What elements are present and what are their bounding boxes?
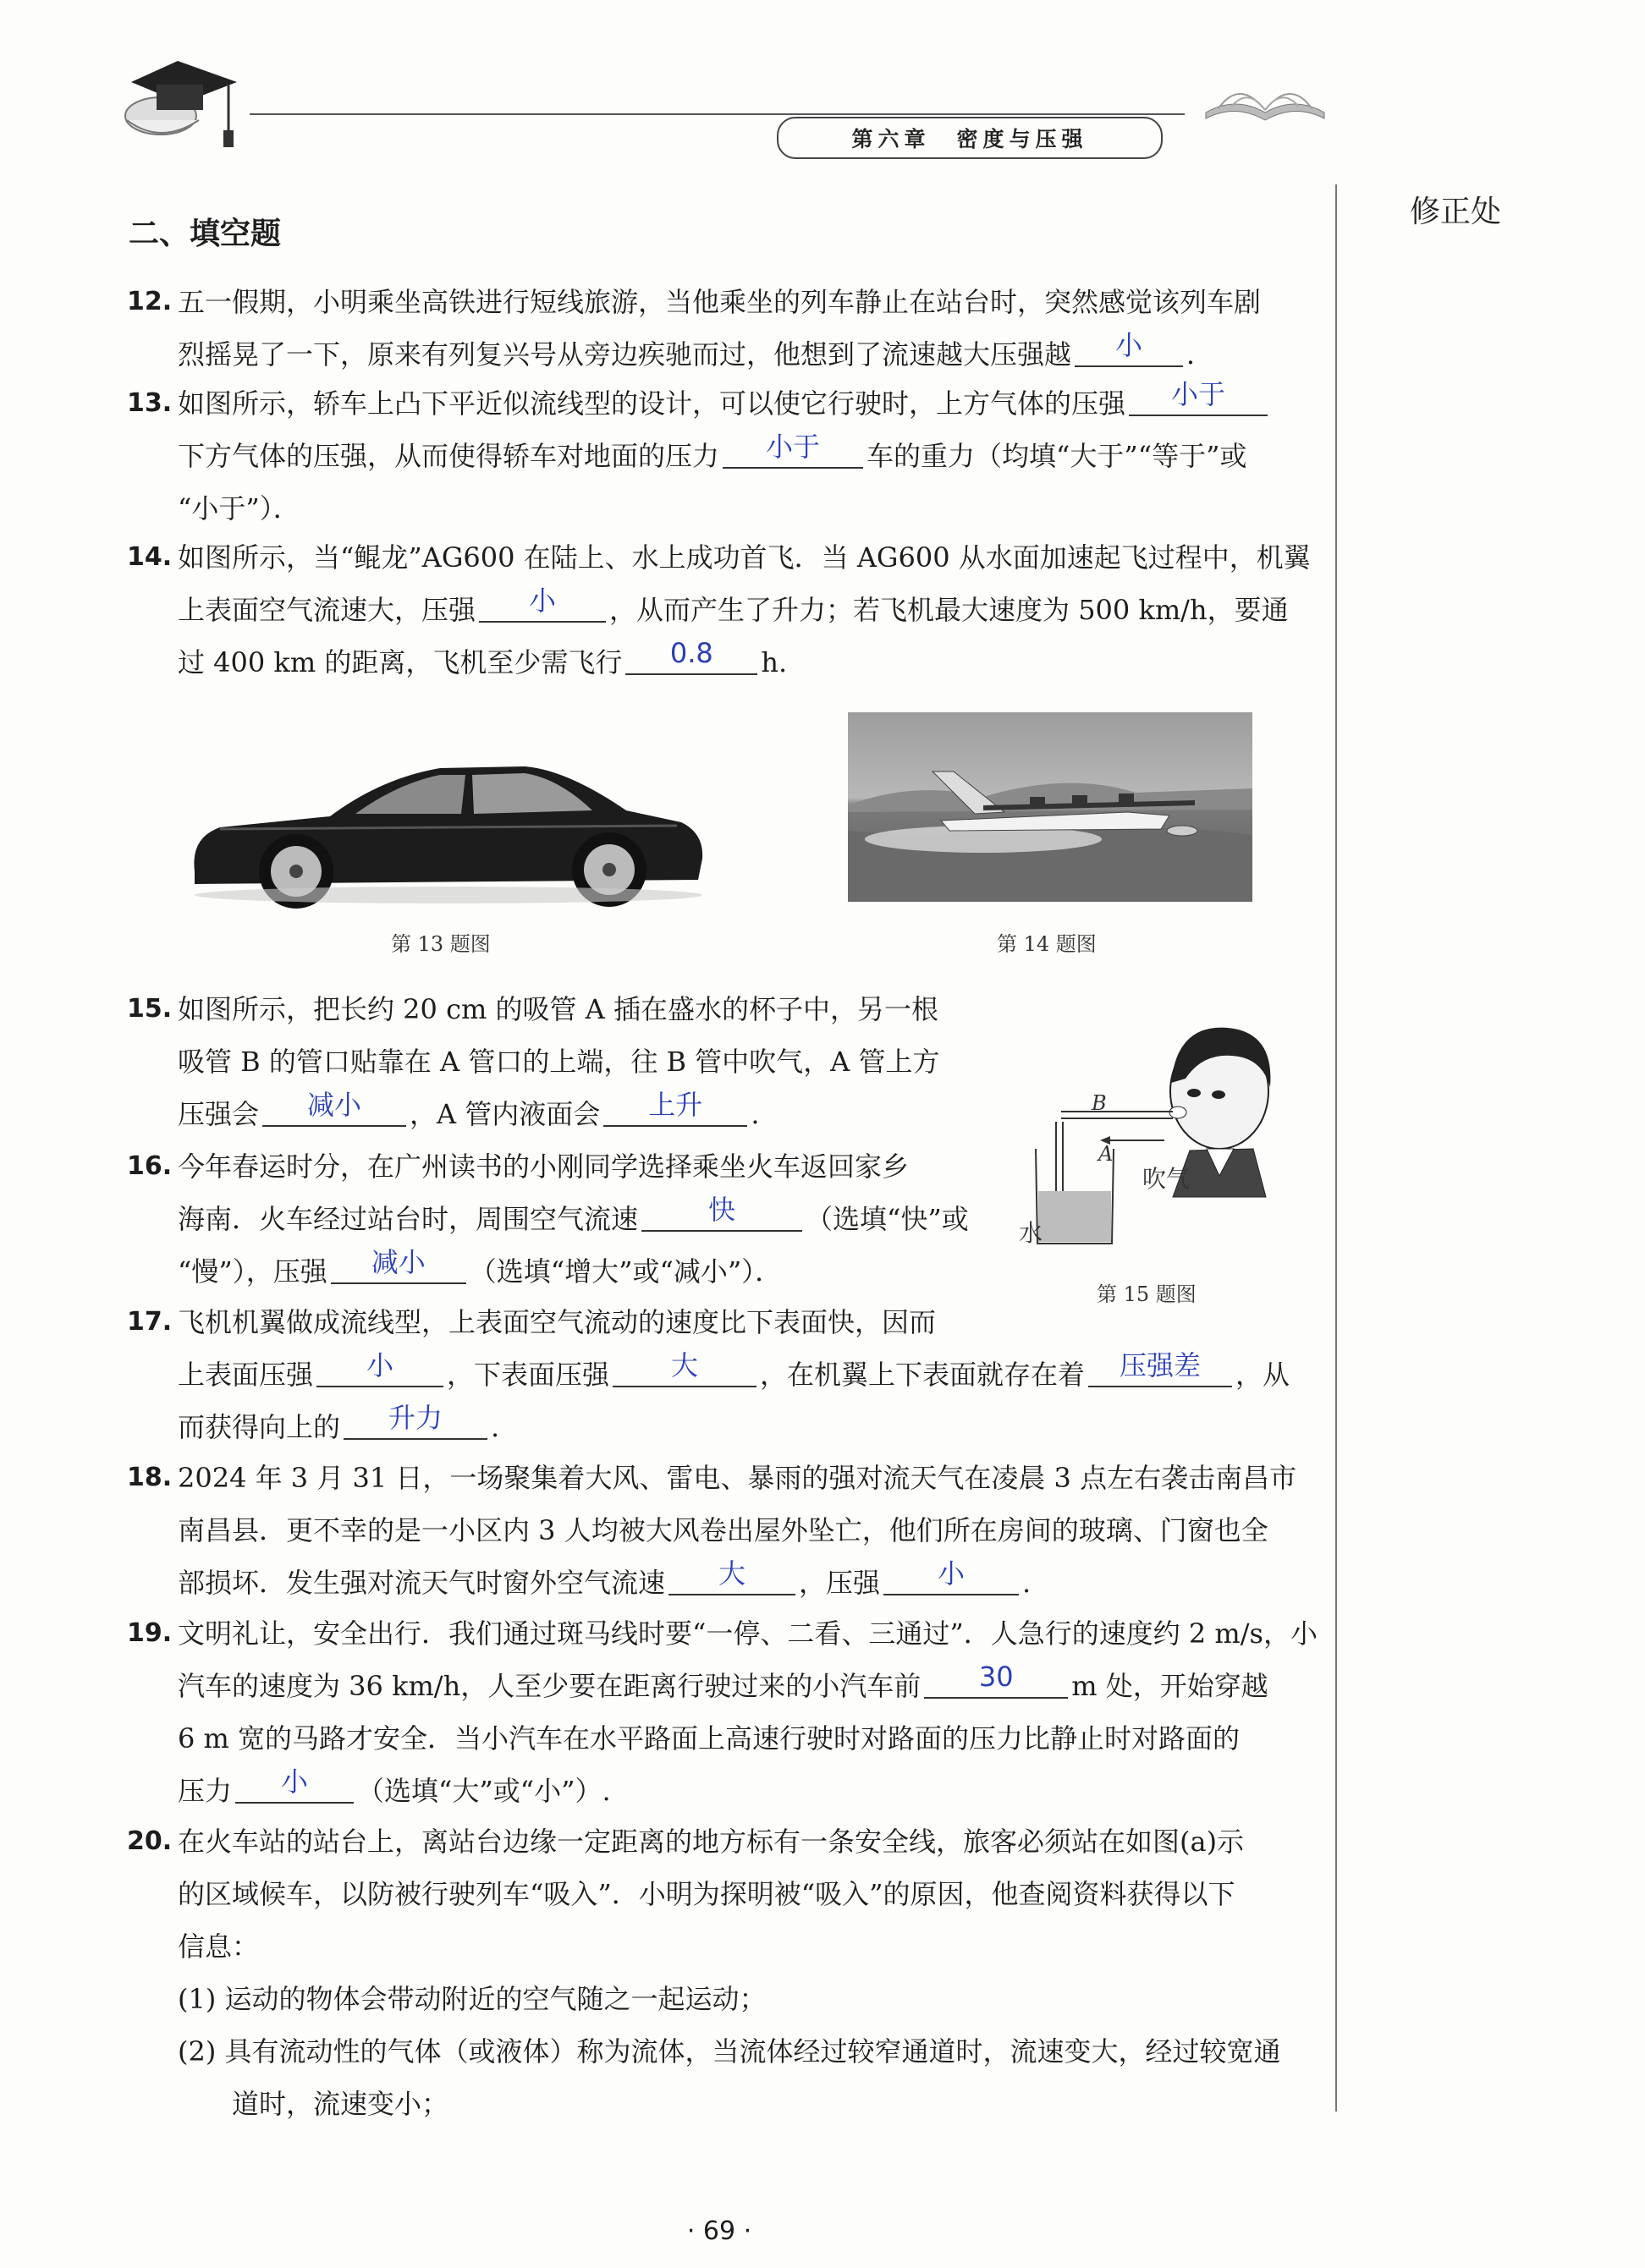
figure-13-caption: 第 13 题图 [391,932,491,956]
question-line: 部损坏．发生强对流天气时窗外空气流速 [178,1567,666,1599]
question-line: 如图所示，当“鲲龙”AG600 在陆上、水上成功首飞．当 AG600 从水面加速起飞过程中，机翼 [178,541,1311,574]
question-12 [127,276,1329,381]
handwritten-answer: 0.8 [669,637,713,669]
answer-blank[interactable] [344,1404,487,1440]
correction-column-rule [1335,184,1337,2111]
answer-blank[interactable] [641,1196,802,1232]
handwritten-answer: 小 [529,585,557,617]
question-line: 6 m 宽的马路才安全．当小汽车在水平路面上高速行驶时对路面的压力比静止时对路面的 [178,1722,1241,1755]
section-title: 二、填空题 [129,217,282,251]
figure-13-car [186,744,711,914]
answer-blank[interactable] [603,1091,747,1127]
label-blow: 吹气 [1142,1165,1191,1193]
question-line: 文明礼让，安全出行．我们通过斑马线时要“一停、二看、三通过”．人急行的速度约 2 m/s，小 [178,1617,1318,1650]
label-a: A [1098,1142,1114,1166]
question-line: “慢”），压强 [178,1255,327,1288]
figure-14-seaplane-photo [848,712,1252,902]
question-15 [127,983,1007,1140]
handwritten-answer: 30 [978,1661,1014,1693]
question-line: 今年春运时分，在广州读书的小刚同学选择乘坐火车返回家乡 [178,1150,910,1183]
question-line: 而获得向上的 [178,1411,341,1443]
page-number: · 69 · [686,2216,752,2246]
open-book-icon [1202,74,1329,125]
question-line: 车的重力（均填“大于”“等于”或 [867,440,1247,472]
question-16 [127,1140,1007,1298]
question-line: 压力 [178,1775,233,1807]
handwritten-answer: 上升 [648,1089,703,1121]
question-line: 南昌县．更不幸的是一小区内 3 人均被大风卷出屋外坠亡，他们所在房间的玻璃、门窗也全 [178,1514,1268,1546]
question-line: 2024 年 3 月 31 日，一场聚集着大风、雷电、暴雨的强对流天气在凌晨 3 点左右袭击南昌市 [178,1462,1297,1494]
question-number: 18. [127,1463,173,1492]
question-line: ，在机翼上下表面就存在着 [760,1359,1086,1391]
handwritten-answer: 小于 [766,431,821,463]
handwritten-answer: 减小 [371,1246,426,1278]
figure-15-caption: 第 15 题图 [1097,1282,1197,1306]
question-line: 海南．火车经过站台时，周围空气流速 [178,1203,639,1235]
answer-blank[interactable] [723,433,863,469]
question-line: ，从 [1235,1359,1290,1391]
question-line: 吸管 B 的管口贴靠在 A 管口的上端，往 B 管中吹气，A 管上方 [178,1046,940,1078]
answer-blank[interactable] [883,1557,1019,1595]
question-line: ，下表面压强 [447,1359,610,1391]
question-line: （选填“大”或“小”）. [357,1775,611,1807]
handwritten-answer: 大 [671,1349,699,1381]
question-line: “小于”）． [178,492,300,524]
question-19 [127,1607,1329,1817]
answer-blank[interactable] [924,1663,1068,1699]
question-number: 13. [127,388,173,418]
answer-blank[interactable] [625,637,757,675]
answer-blank[interactable] [613,1349,756,1387]
question-line: 上表面空气流速大，压强 [178,594,476,626]
question-line: (1) 运动的物体会带动附近的空气随之一起运动； [178,1983,767,2015]
handwritten-answer: 小于 [1171,378,1226,410]
question-line: 如图所示，把长约 20 cm 的吸管 A 插在盛水的杯子中，另一根 [178,993,938,1025]
question-line: （选填“快”或 [806,1203,969,1235]
question-line: . [1022,1567,1032,1599]
answer-blank[interactable] [668,1557,795,1595]
question-line: . [491,1411,500,1443]
question-13 [127,377,1329,535]
question-line: 如图所示，轿车上凸下平近似流线型的设计，可以使它行驶时，上方气体的压强 [178,387,1126,420]
question-line: 下方气体的压强，从而使得轿车对地面的压力 [178,440,720,472]
question-line: 飞机机翼做成流线型，上表面空气流动的速度比下表面快，因而 [178,1306,937,1338]
handwritten-answer: 压强差 [1120,1349,1202,1381]
question-number: 20. [127,1826,173,1856]
figure-14-caption: 第 14 题图 [997,932,1097,956]
mortarboard-logo-icon [110,52,245,154]
question-number: 19. [127,1618,173,1648]
question-line: h. [761,646,788,678]
handwritten-answer: 小 [366,1349,394,1381]
handwritten-answer: 小 [281,1766,309,1798]
figure-15-straw-experiment [1012,1007,1300,1260]
question-number: 16. [127,1151,173,1181]
chapter-header: 第六章 密度与压强 [777,117,1163,159]
question-14 [127,531,1329,689]
question-line: （选填“增大”或“减小”）． [469,1255,783,1288]
question-line: 过 400 km 的距离，飞机至少需飞行 [178,646,623,678]
question-line: ，A 管内液面会 [410,1098,601,1130]
header-rule [250,113,1185,115]
handwritten-answer: 快 [708,1194,736,1226]
question-number: 12. [127,287,173,316]
question-number: 15. [127,994,173,1024]
question-line: ，从而产生了升力；若飞机最大速度为 500 km/h，要通 [609,594,1289,626]
question-line: 烈摇晃了一下，原来有列复兴号从旁边疾驰而过，他想到了流速越大压强越 [178,338,1072,371]
question-line: 压强会 [178,1098,260,1130]
answer-blank[interactable] [1088,1349,1232,1387]
handwritten-answer: 升力 [388,1402,443,1434]
question-line: ，压强 [799,1567,881,1599]
correction-column-label: 修正处 [1410,195,1502,229]
handwritten-answer: 小 [1115,329,1143,361]
question-line: 在火车站的站台上，离站台边缘一定距离的地方标有一条安全线，旅客必须站在如图(a)示 [178,1826,1245,1858]
question-20 [127,1815,1329,2130]
question-line: 道时，流速变小； [232,2088,449,2120]
label-water: 水 [1019,1219,1043,1247]
question-number: 17. [127,1307,173,1337]
answer-blank[interactable] [1129,378,1268,416]
answer-blank[interactable] [1075,329,1183,367]
question-line: 汽车的速度为 36 km/h，人至少要在距离行驶过来的小汽车前 [178,1670,922,1702]
question-17 [127,1296,1329,1453]
question-line: (2) 具有流动性的气体（或液体）称为流体，当流体经过较窄通道时，流速变大，经过较宽通 [178,2035,1281,2068]
answer-blank[interactable] [262,1091,406,1127]
question-line: . [751,1098,760,1130]
question-line: ． [1186,338,1214,371]
answer-blank[interactable] [235,1768,354,1804]
question-line: 信息： [178,1930,260,1963]
question-line: 上表面压强 [178,1359,314,1391]
answer-blank[interactable] [331,1246,466,1284]
handwritten-answer: 小 [938,1557,966,1590]
question-18 [127,1452,1329,1609]
question-line: 的区域候车，以防被行驶列车“吸入”．小明为探明被“吸入”的原因，他查阅资料获得以下 [178,1878,1235,1910]
handwritten-answer: 减小 [307,1089,362,1121]
question-line: 五一假期，小明乘坐高铁进行短线旅游，当他乘坐的列车静止在站台时，突然感觉该列车剧 [178,286,1262,318]
answer-blank[interactable] [479,587,606,623]
label-b: B [1092,1091,1107,1115]
handwritten-answer: 大 [718,1557,746,1590]
answer-blank[interactable] [316,1349,443,1387]
question-number: 14. [127,542,173,572]
question-line: m 处，开始穿越 [1071,1670,1268,1702]
